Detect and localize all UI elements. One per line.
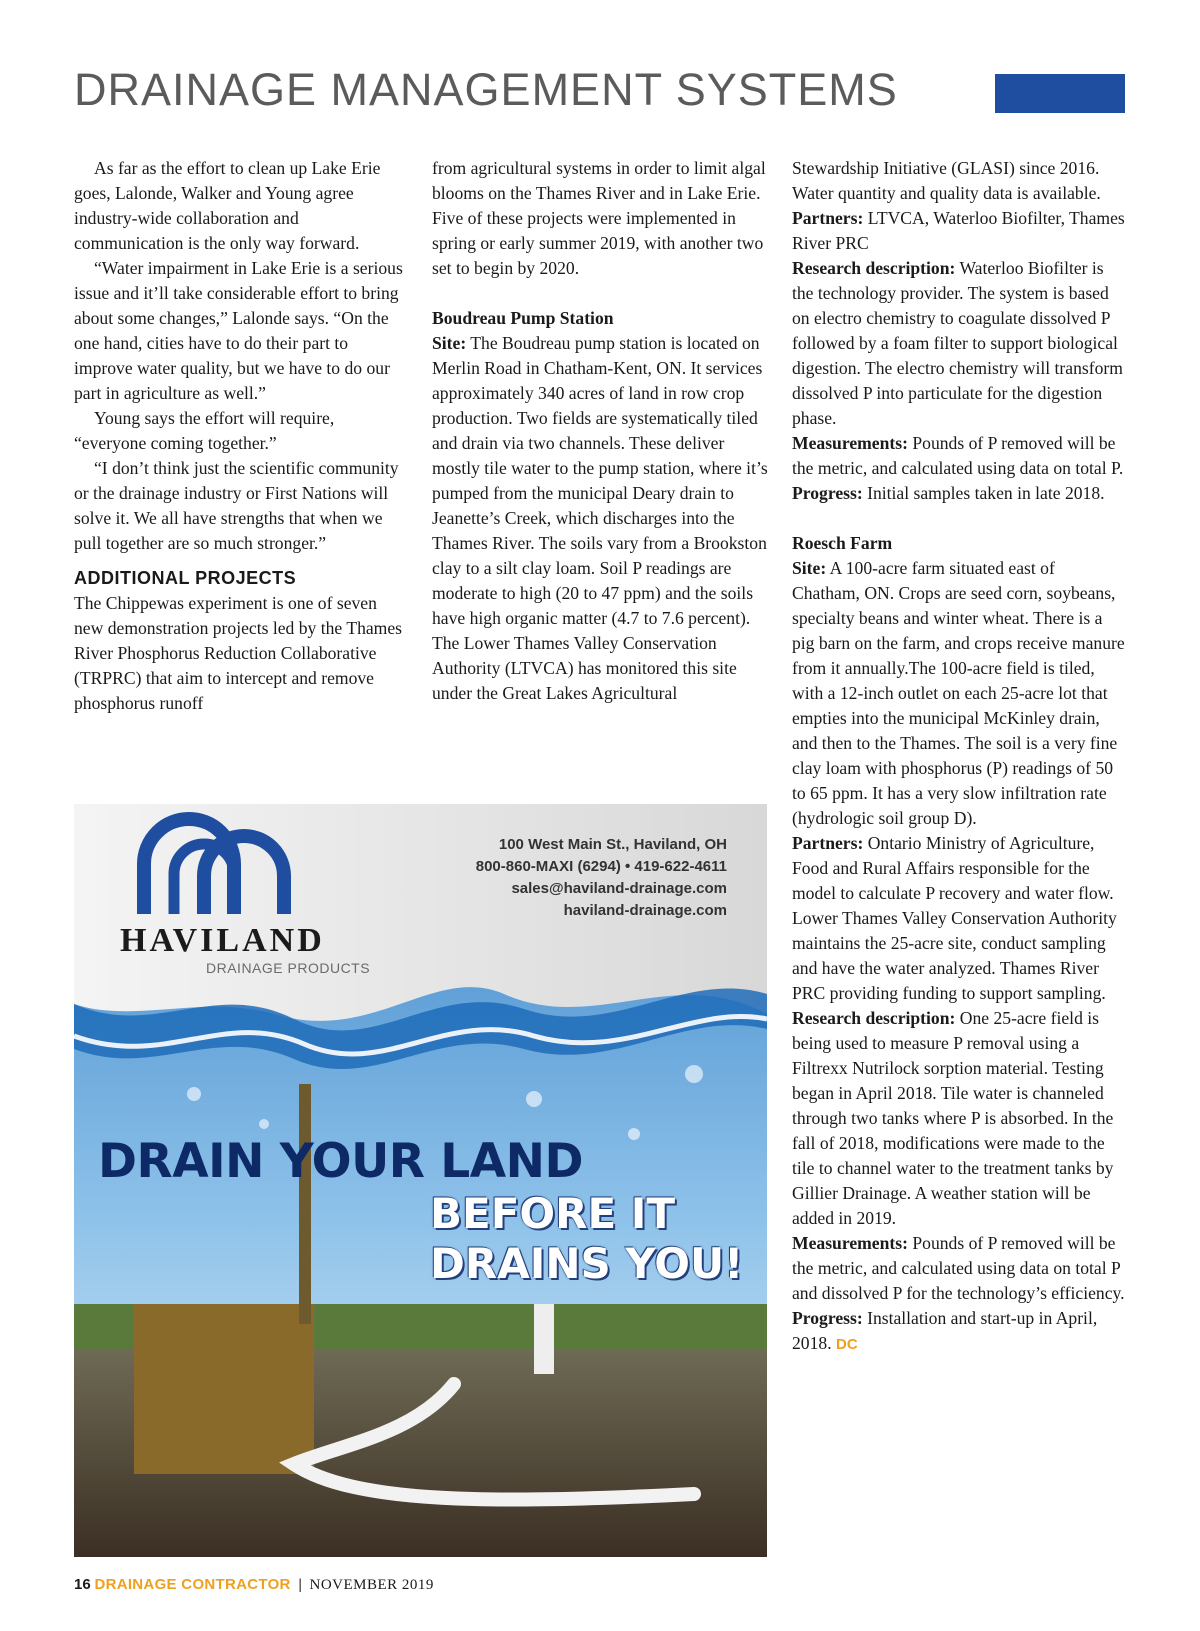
ad-brand-subtitle: DRAINAGE PRODUCTS <box>206 960 371 976</box>
header-accent-bar <box>995 74 1125 113</box>
paragraph <box>432 331 768 706</box>
ad-bubble <box>628 1128 640 1140</box>
paragraph <box>792 256 1126 431</box>
ad-bubble <box>685 1065 703 1083</box>
spacer <box>432 281 768 306</box>
ad-pipe-reel <box>534 1304 554 1374</box>
page-number: 16 <box>74 1576 91 1593</box>
paragraph: The Chippewas experiment is one of seven new demonstration projects led by the Thames River Phosphorus Reduction Collaborative (TRPRC) that aim to intercept and remove phosphorus runoff <box>74 593 403 713</box>
field-label: Research description: <box>792 258 956 278</box>
issue-date: NOVEMBER 2019 <box>309 1577 434 1593</box>
paragraph: Young says the effort will require, “everyone coming together.” <box>74 408 335 453</box>
ad-headline-1: DRAIN YOUR LAND <box>98 1134 583 1189</box>
field-label: Measurements: <box>792 433 908 453</box>
field-text: LTVCA, Waterloo Biofilter, Thames River PRC <box>792 208 1125 253</box>
field-label: Measurements: <box>792 1233 908 1253</box>
article-column-2 <box>432 156 768 706</box>
page-footer <box>74 1576 434 1594</box>
project-subheading: Roesch Farm <box>792 533 893 553</box>
field-label: Research description: <box>792 1008 956 1028</box>
page-header-title: DRAINAGE MANAGEMENT SYSTEMS <box>74 64 898 115</box>
ad-phone: 800-860-MAXI (6294) • 419-622-4611 <box>475 858 727 875</box>
paragraph <box>792 206 1126 256</box>
ad-bubble <box>526 1091 542 1107</box>
ad-headline-2b: DRAINS YOU! <box>430 1239 744 1288</box>
paragraph: As far as the effort to clean up Lake Erie goes, Lalonde, Walker and Young agree industry-wide collaboration and communication is the only way forward. <box>74 158 381 253</box>
paragraph: “I don’t think just the scientific community or the drainage industry or First Nations will solve it. We all have strengths that when we pull together are so much stronger.” <box>74 458 399 553</box>
paragraph <box>792 556 1126 831</box>
magazine-name: DRAINAGE CONTRACTOR <box>94 1576 291 1593</box>
ad-email[interactable]: sales@haviland-drainage.com <box>511 880 727 897</box>
ad-address: 100 West Main St., Haviland, OH <box>498 836 727 853</box>
paragraph: from agricultural systems in order to limit algal blooms on the Thames River and in Lake Erie. Five of these projects were implemented in spring or early summer 2019, with another two set to begin by 2020. <box>432 158 766 278</box>
field-text: Ontario Ministry of Agriculture, Food and Rural Affairs responsible for the model to calculate P recovery and water flow. Lower Thames Valley Conservation Authority maintains the 25-acre site, conduct sampling and have the water analyzed. Thames River PRC providing funding to support sampling. <box>792 833 1117 1003</box>
project-subheading: Boudreau Pump Station <box>432 308 614 328</box>
spacer <box>792 506 1126 531</box>
article-column-1 <box>74 156 408 716</box>
ad-contact-block <box>476 834 727 922</box>
field-text: Waterloo Biofilter is the technology provider. The system is based on electro chemistry to coagulate dissolved P followed by a foam filter to support biological digestion. The electro chemistry will transform dissolved P into particulate for the digestion phase. <box>792 258 1123 428</box>
paragraph <box>792 1006 1126 1231</box>
haviland-advertisement <box>74 804 767 1557</box>
field-text: One 25-acre field is being used to measure P removal using a Filtrexx Nutrilock sorption material. Testing began in April 2018. Tile water is channeled through two tanks where P is absorbed. In the fall of 2018, modifications were made to the tile to channel water to the treatment tanks by Gillier Drainage. A weather station will be added in 2019. <box>792 1008 1114 1228</box>
article-column-3 <box>792 156 1126 1357</box>
ad-website[interactable]: haviland-drainage.com <box>563 902 727 919</box>
paragraph: Stewardship Initiative (GLASI) since 2016. Water quantity and quality data is available. <box>792 158 1101 203</box>
ad-headline-2a: BEFORE IT <box>430 1189 676 1238</box>
ad-bubble <box>259 1119 269 1129</box>
field-label: Partners: <box>792 833 864 853</box>
field-label: Site: <box>432 333 467 353</box>
field-text: Pounds of P removed will be the metric, and calculated using data on total P. <box>792 433 1124 478</box>
ad-headline-2 <box>430 1189 743 1289</box>
field-label: Progress: <box>792 483 863 503</box>
paragraph <box>792 831 1126 1006</box>
field-label: Progress: <box>792 1308 863 1328</box>
ad-tractor <box>134 1304 314 1474</box>
paragraph <box>792 481 1126 506</box>
ad-tractor-boom <box>299 1084 311 1324</box>
section-heading: ADDITIONAL PROJECTS <box>74 568 297 588</box>
footer-separator: | <box>298 1577 302 1593</box>
paragraph: “Water impairment in Lake Erie is a serious issue and it’ll take considerable effort to bring about some changes,” Lalonde says. “On the one hand, cities have to do their part to improve water quality, but we have to do our part in agriculture as well.” <box>74 258 403 403</box>
field-text: A 100-acre farm situated east of Chatham, ON. Crops are seed corn, soybeans, specialty beans and winter wheat. There is a pig barn on the farm, and crops receive manure from it annually.The 100-acre field is tiled, with a 12-inch outlet on each 25-acre lot that empties into the municipal McKinley drain, and then to the Thames. The soil is a very fine clay loam with phosphorus (P) readings of 50 to 65 ppm. It has a very slow infiltration rate (hydrologic soil group D). <box>792 558 1125 828</box>
field-label: Partners: <box>792 208 864 228</box>
ad-bubble <box>187 1087 201 1101</box>
field-label: Site: <box>792 558 827 578</box>
field-text: Installation and start-up in April, 2018. <box>792 1308 1098 1353</box>
field-text: Initial samples taken in late 2018. <box>862 483 1105 503</box>
paragraph <box>792 1231 1126 1306</box>
ad-brand-name: HAVILAND <box>120 922 325 959</box>
paragraph <box>792 431 1126 481</box>
field-text: The Boudreau pump station is located on Merlin Road in Chatham-Kent, ON. It services approximately 340 acres of land in row crop production. Two fields are systematically tiled and drain via two channels. These deliver mostly tile water to the pump station, where it’s pumped from the municipal Deary drain to Jeanette’s Creek, which discharges into the Thames River. The soils vary from a Brookston clay to a silt clay loam. Soil P readings are moderate to high (20 to 47 ppm) and the soils have high organic matter (4.7 to 7.6 percent). The Lower Thames Valley Conservation Authority (LTVCA) has monitored this site under the Great Lakes Agricultural <box>432 333 768 703</box>
paragraph <box>792 1306 1126 1357</box>
field-text: Pounds of P removed will be the metric, and calculated using data on total P and dissolved P for the technology’s efficiency. <box>792 1233 1125 1303</box>
end-mark: DC <box>835 1336 858 1353</box>
